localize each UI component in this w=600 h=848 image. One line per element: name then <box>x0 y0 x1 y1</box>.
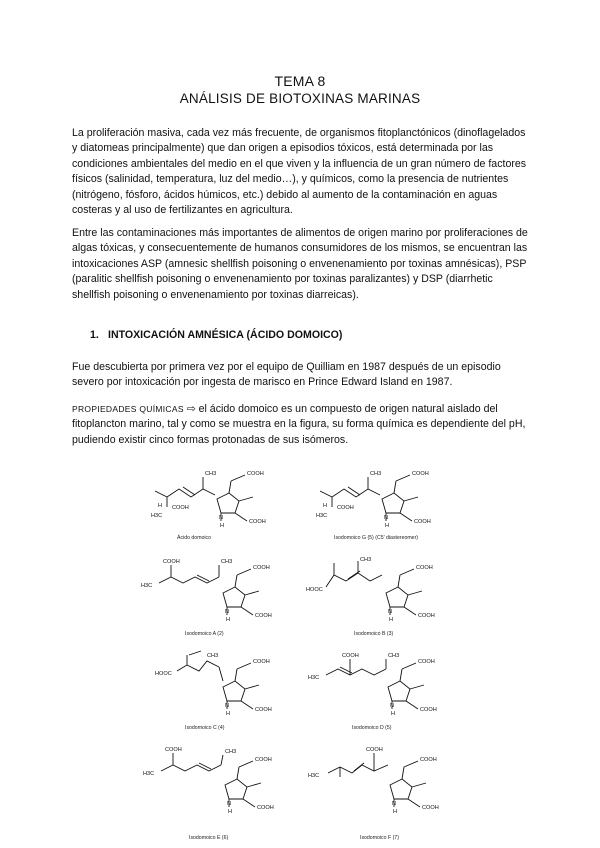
atom-label: CH3 <box>225 749 237 755</box>
atom-label: N <box>225 703 230 709</box>
atom-label: COOH <box>416 565 433 571</box>
atom-label: COOH <box>257 805 274 811</box>
section-heading-1 <box>90 328 342 342</box>
atom-label: H3C <box>308 773 320 779</box>
atom-label: H3C <box>143 771 155 777</box>
caption-domoic-acid: Ácido domoico <box>177 535 212 541</box>
atom-label: H <box>385 523 390 529</box>
atom-label: COOH <box>163 559 180 565</box>
atom-label: CH3 <box>370 471 382 477</box>
atom-label: COOH <box>255 757 272 763</box>
atom-label: H <box>389 617 394 623</box>
section-title: INTOXICACIÓN AMNÉSICA (ÁCIDO DOMOICO) <box>108 329 343 341</box>
atom-label: H <box>228 809 233 815</box>
section-number: 1. <box>90 329 99 341</box>
atom-label: COOH <box>249 519 266 525</box>
title-block <box>0 72 600 108</box>
atom-label: HOOC <box>155 671 172 677</box>
atom-label: COOH <box>172 505 189 511</box>
document-title: TEMA 8 <box>274 73 326 89</box>
domoic-acid-isomers-figure <box>139 461 462 845</box>
atom-label: N <box>227 801 232 807</box>
atom-label: CH3 <box>207 653 219 659</box>
caption-isodomoic-e: Isodomoico E (6) <box>189 835 229 841</box>
paragraph-contaminations: Entre las contaminaciones más importantes de alimentos de origen marino por proliferaciones de algas tóxicas, y consecuentemente de humanos consumidores de los mismos, se encuentran las intoxicaciones ASP (amnesic shellfish poisoning o envenenamiento por toxinas amnésicas), PSP (paralitic shellfish poisoning o envenenamiento por toxinas paralizantes) y DSP (diarrhetic shellfish poisoning o envenenamiento por toxinas diarreicas). <box>72 227 528 301</box>
paragraph-intro: La proliferación masiva, cada vez más frecuente, de organismos fitoplanctónicos (dinoflagelados y diatomeas principalmente) que dan origen a episodios tóxicos, está determinada por las condiciones ambientales del medio en el que viven y la influencia de un gran número de factores físicos (salinidad, temperatura, luz del medio…), y químicos, como la presencia de nutrientes (nitrógeno, fósforo, ácidos húmicos, etc.) debido al aumento de la contaminación en aguas costeras y al uso de fertilizantes en agricultura. <box>72 127 527 217</box>
structure-domoic-acid <box>151 471 266 541</box>
atom-label: COOH <box>342 653 359 659</box>
atom-label: COOH <box>420 707 437 713</box>
caption-isodomoic-a: Isodomoico A (2) <box>185 631 224 637</box>
atom-label: H <box>323 503 328 509</box>
atom-label: N <box>219 515 224 521</box>
structure-isodomoic-d <box>308 653 437 731</box>
atom-label: N <box>225 609 230 615</box>
atom-label: CH3 <box>205 471 217 477</box>
caption-isodomoic-c: Isodomoico C (4) <box>185 725 225 731</box>
atom-label: COOH <box>414 519 431 525</box>
atom-label: CH3 <box>388 653 400 659</box>
structure-isodomoic-g <box>316 471 431 541</box>
caption-isodomoic-b: Isodomoico B (3) <box>354 631 394 637</box>
atom-label: H <box>158 503 163 509</box>
structure-isodomoic-c <box>155 651 272 731</box>
atom-label: COOH <box>247 471 264 477</box>
atom-label: H3C <box>308 675 320 681</box>
atom-label: H <box>393 809 398 815</box>
structure-isodomoic-f <box>308 747 439 841</box>
atom-label: H <box>226 617 231 623</box>
caption-isodomoic-g: Isodomoico G (5) (C5' diastereomer) <box>334 535 419 541</box>
atom-label: COOH <box>255 707 272 713</box>
atom-label: H3C <box>141 583 153 589</box>
atom-label: COOH <box>253 659 270 665</box>
chemical-properties-label: PROPIEDADES QUÍMICAS <box>72 404 184 414</box>
atom-label: H <box>220 523 225 529</box>
paragraph-chemical-properties <box>72 402 529 448</box>
caption-isodomoic-d: Isodomoico D (5) <box>352 725 392 731</box>
atom-label: N <box>390 703 395 709</box>
atom-label: N <box>384 515 389 521</box>
atom-label: HOOC <box>306 587 323 593</box>
atom-label: H3C <box>316 513 328 519</box>
structure-isodomoic-a <box>141 559 272 637</box>
atom-label: COOH <box>337 505 354 511</box>
paragraph-discovery: Fue descubierta por primera vez por el equipo de Quilliam en 1987 después de un episodio severo por intoxicación por ingesta de marisco en Prince Edward Island en 1987. <box>72 361 501 389</box>
atom-label: N <box>388 609 393 615</box>
atom-label: CH3 <box>360 557 372 563</box>
atom-label: COOH <box>422 805 439 811</box>
structures-svg <box>139 461 462 845</box>
atom-label: COOH <box>165 747 182 753</box>
structure-isodomoic-e <box>143 747 274 841</box>
atom-label: COOH <box>253 565 270 571</box>
structure-isodomoic-b <box>306 557 435 637</box>
atom-label: COOH <box>418 659 435 665</box>
atom-label: COOH <box>255 613 272 619</box>
atom-label: COOH <box>420 757 437 763</box>
atom-label: H3C <box>151 513 163 519</box>
atom-label: N <box>392 801 397 807</box>
caption-isodomoic-f: Isodomoico F (7) <box>360 835 399 841</box>
document-subtitle: ANÁLISIS DE BIOTOXINAS MARINAS <box>179 91 421 106</box>
arrow-icon: ⇨ <box>186 403 196 415</box>
atom-label: COOH <box>412 471 429 477</box>
atom-label: COOH <box>418 613 435 619</box>
atom-label: H <box>226 711 231 717</box>
atom-label: COOH <box>366 747 383 753</box>
chemical-properties-text: el ácido domoico es un compuesto de origen natural aislado del fitoplancton marino, tal y como se muestra en la figura, su forma química es dependiente del pH, pudiendo existir cinco formas protonadas de sus isómeros. <box>72 403 526 446</box>
atom-label: H <box>391 711 396 717</box>
atom-label: CH3 <box>221 559 233 565</box>
